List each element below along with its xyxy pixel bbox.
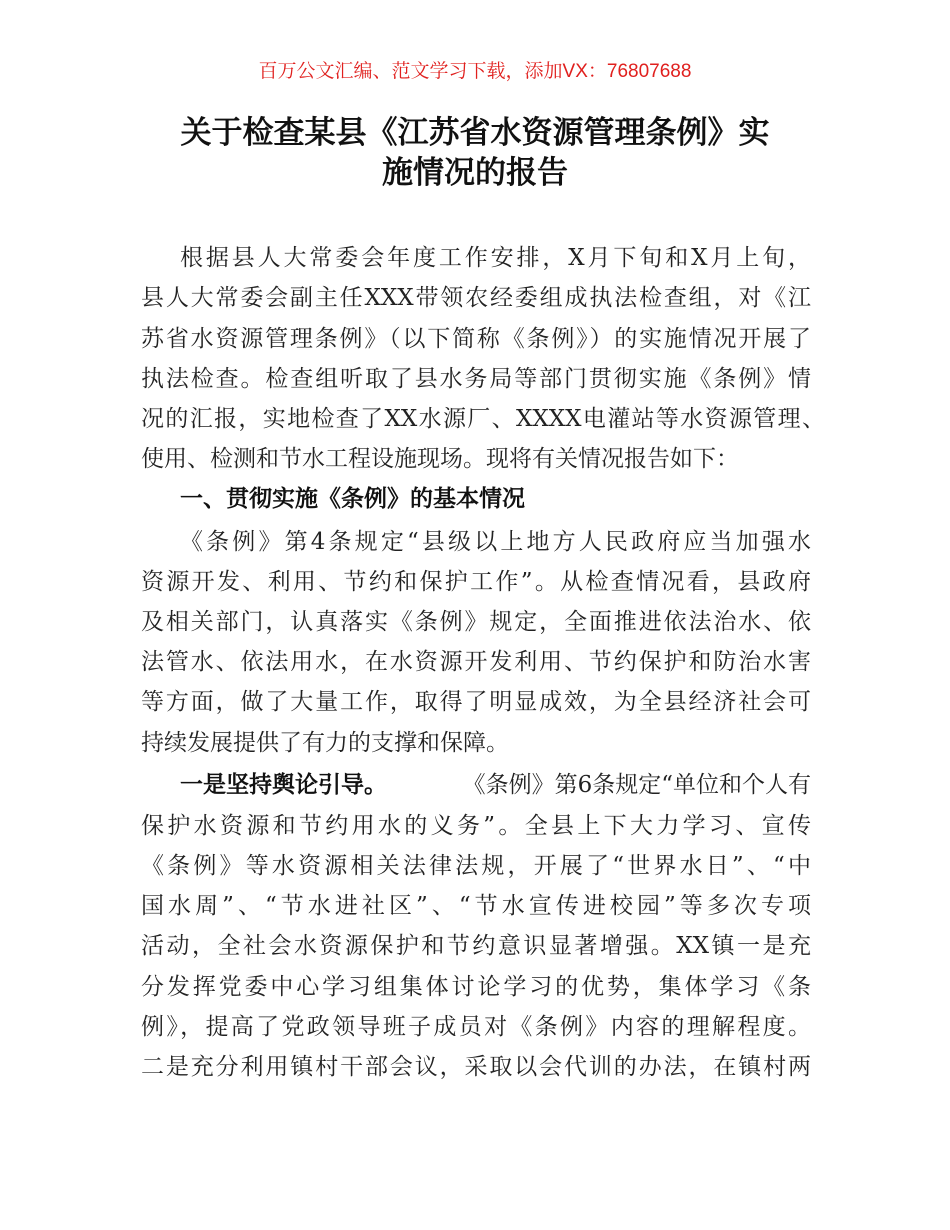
body-line: 分发挥党委中心学习组集体讨论学习的优势，集体学习《条 (141, 974, 811, 1000)
body-line: 保护水资源和节约用水的义务”。全县上下大力学习、宣传 (141, 813, 811, 839)
body-line: 例》，提高了党政领导班子成员对《条例》内容的理解程度。 (141, 1014, 811, 1040)
body-line: 及相关部门，认真落实《条例》规定，全面推进依法治水、依 (141, 609, 811, 635)
body-line: 《条例》第4条规定“县级以上地方人民政府应当加强水 (180, 529, 811, 555)
body-line: 资源开发、利用、节约和保护工作”。从检查情况看，县政府 (141, 569, 811, 595)
body-line: 使用、检测和节水工程设施现场。现将有关情况报告如下： (141, 446, 739, 472)
body-line: 《条例》等水资源相关法律法规，开展了“世界水日”、“中 (141, 853, 811, 879)
bold-lead: 一是坚持舆论引导。 (180, 772, 387, 798)
body-text: 《条例》第6条规定“单位和个人有 (462, 772, 811, 798)
body-line: 况的汇报，实地检查了XX水源厂、XXXX电灌站等水资源管理、 (141, 406, 825, 432)
watermark-banner: 百万公文汇编、范文学习下载，添加VX：76807688 (258, 61, 692, 82)
body-line: 国水周”、“节水进社区”、“节水宣传进校园”等多次专项 (141, 893, 811, 919)
title-line-2: 施情况的报告 (382, 155, 568, 191)
body-line: 根据县人大常委会年度工作安排，X月下旬和X月上旬， (180, 245, 811, 271)
body-line: 苏省水资源管理条例》（以下简称《条例》）的实施情况开展了 (141, 326, 811, 352)
body-line: 活动，全社会水资源保护和节约意识显著增强。XX镇一是充 (141, 933, 811, 959)
body-line: 县人大常委会副主任XXX带领农经委组成执法检查组，对《江 (141, 285, 811, 311)
body-line: 法管水、依法用水，在水资源开发利用、节约保护和防治水害 (141, 649, 811, 675)
body-line: 执法检查。检查组听取了县水务局等部门贯彻实施《条例》情 (141, 366, 811, 392)
body-line: 等方面，做了大量工作，取得了明显成效，为全县经济社会可 (141, 689, 811, 715)
body-line (180, 770, 811, 800)
body-line: 二是充分利用镇村干部会议，采取以会代训的办法，在镇村两 (141, 1054, 811, 1080)
body-line: 持续发展提供了有力的支撑和保障。 (141, 730, 509, 756)
section-heading: 一、贯彻实施《条例》的基本情况 (180, 486, 525, 512)
title-line-1: 关于检查某县《江苏省水资源管理条例》实 (180, 115, 770, 151)
